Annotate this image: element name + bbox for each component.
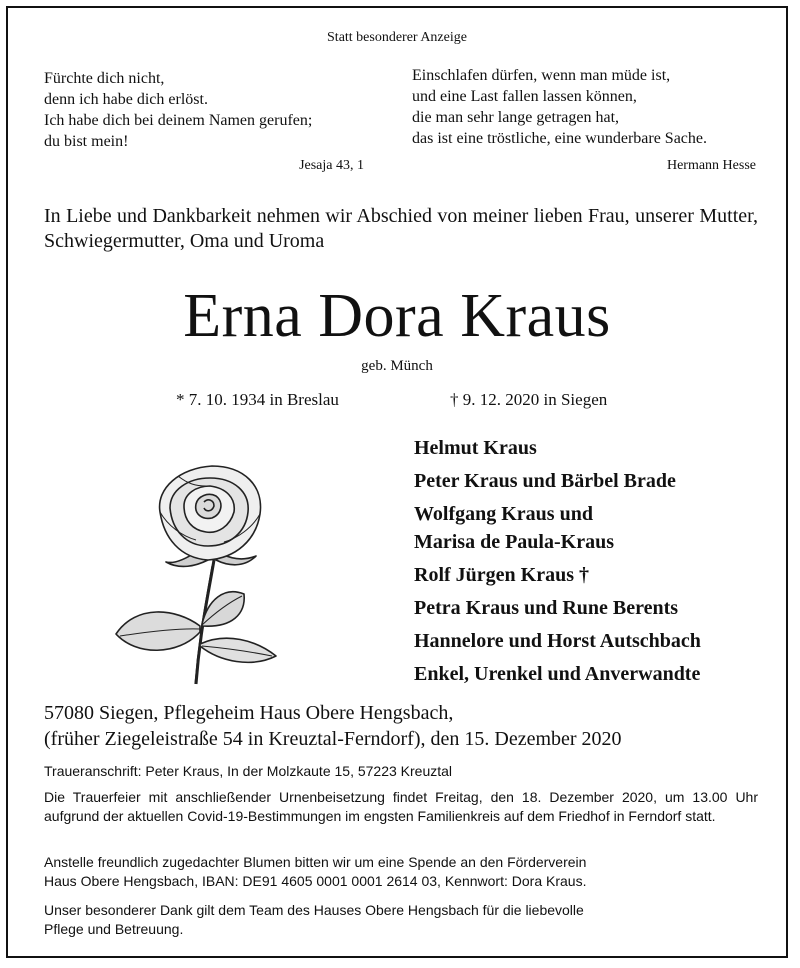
thanks-note	[44, 901, 758, 939]
donation-line: Haus Obere Hengsbach, IBAN: DE91 4605 0001 0001 2614 03, Kennwort: Dora Kraus.	[44, 873, 587, 889]
place-line: (früher Ziegeleistraße 54 in Kreuztal-Ferndorf), den 15. Dezember 2020	[44, 728, 622, 750]
verse-line: Fürchte dich nicht,	[44, 70, 165, 87]
obituary-notice	[6, 6, 788, 958]
verse-line: die man sehr lange getragen hat,	[412, 109, 620, 126]
verse-right-source: Hermann Hesse	[666, 158, 756, 173]
thanks-line: Unser besonderer Dank gilt dem Team des Hauses Obere Hengsbach für die liebevolle	[44, 902, 584, 918]
thanks-line: Pflege und Betreuung.	[44, 921, 184, 937]
funeral-info: Die Trauerfeier mit anschließender Urnenbeisetzung findet Freitag, den 18. Dezember 2020, um 13.00 Uhr aufgrund der aktuellen Covid-19-Bestimmungen im engsten Familienkreis auf dem Friedhof in Ferndorf statt.	[44, 789, 758, 824]
family-member: Helmut Kraus	[414, 437, 537, 459]
deceased-name: Erna Dora Kraus	[183, 282, 611, 350]
verse-line: und eine Last fallen lassen können,	[412, 88, 637, 105]
family-member: Peter Kraus und Bärbel Brade	[414, 470, 676, 492]
family-list	[414, 434, 784, 693]
maiden-name: geb. Münch	[361, 358, 433, 374]
verse-line: das ist eine tröstliche, eine wunderbare Sache.	[412, 130, 707, 147]
notice-header: Statt besonderer Anzeige	[327, 30, 467, 45]
place-and-date	[44, 700, 758, 752]
verse-left-source: Jesaja 43, 1	[299, 158, 364, 173]
verse-right	[412, 65, 772, 149]
death-date: † 9. 12. 2020 in Siegen	[450, 390, 608, 409]
birth-date: * 7. 10. 1934 in Breslau	[176, 390, 339, 409]
rose-icon	[96, 456, 296, 686]
family-member: Rolf Jürgen Kraus †	[414, 564, 589, 586]
mourning-address: Traueranschrift: Peter Kraus, In der Molzkaute 15, 57223 Kreuztal	[44, 763, 453, 779]
family-member: Petra Kraus und Rune Berents	[414, 597, 679, 619]
family-member: Enkel, Urenkel und Anverwandte	[414, 663, 701, 685]
verse-line: denn ich habe dich erlöst.	[44, 91, 208, 108]
donation-line: Anstelle freundlich zugedachter Blumen bitten wir um eine Spende an den Förderverein	[44, 854, 587, 870]
donation-info	[44, 853, 758, 891]
family-member: Wolfgang Kraus und Marisa de Paula-Kraus	[414, 503, 614, 553]
verse-left	[44, 68, 384, 152]
place-line: 57080 Siegen, Pflegeheim Haus Obere Hengsbach,	[44, 702, 454, 724]
family-member: Hannelore und Horst Autschbach	[414, 630, 701, 652]
verse-line: du bist mein!	[44, 133, 129, 150]
verse-line: Einschlafen dürfen, wenn man müde ist,	[412, 67, 671, 84]
verse-line: Ich habe dich bei deinem Namen gerufen;	[44, 112, 313, 129]
farewell-intro: In Liebe und Dankbarkeit nehmen wir Abschied von meiner lieben Frau, unserer Mutter, Schwiegermutter, Oma und Uroma	[44, 205, 758, 252]
